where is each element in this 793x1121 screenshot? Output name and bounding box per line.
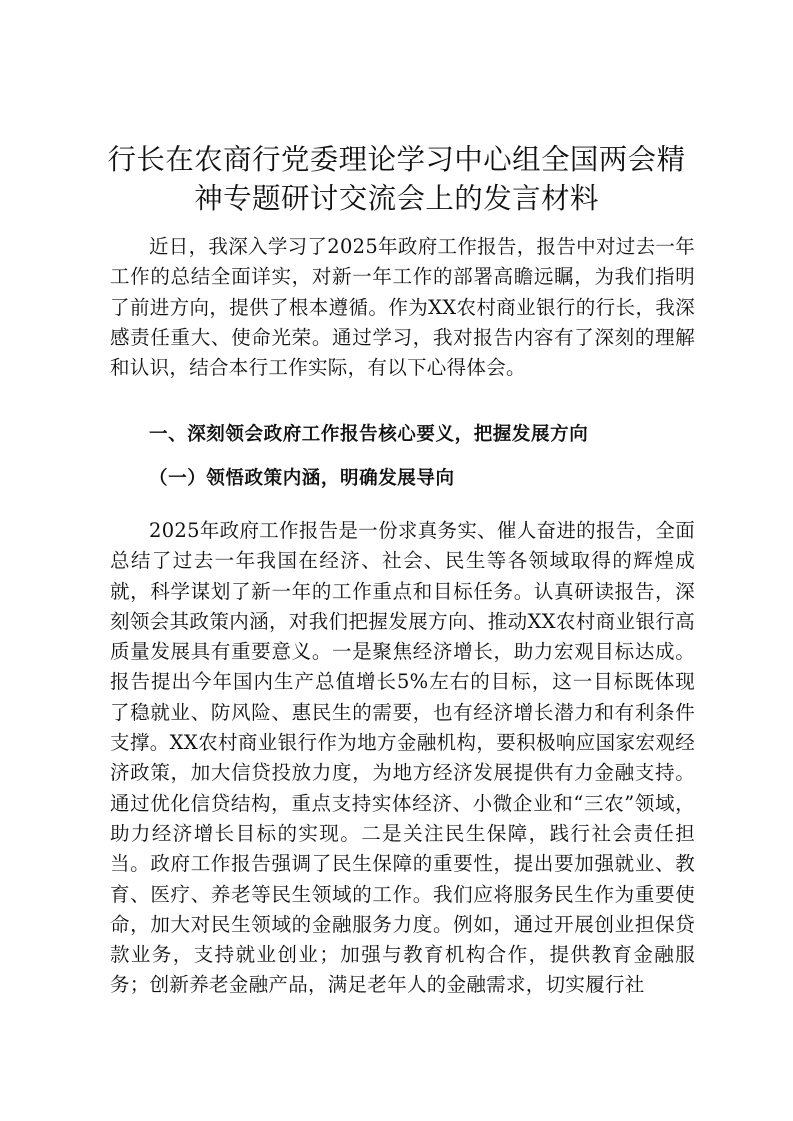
body-paragraph: 2025年政府工作报告是一份求真务实、催人奋进的报告，全面总结了过去一年我国在经济、社会、民生等各领域取得的辉煌成就，科学谋划了新一年的工作重点和目标任务。认真研读报告，深刻领会其政策内涵，对我们把握发展方向、推动XX农村商业银行高质量发展具有重要意义。一是聚焦经济增长，助力宏观目标达成。报告提出今年国内生产总值增长5%左右的目标，这一目标既体现了稳就业、防风险、惠民生的需要，也有经济增长潜力和有利条件支撑。XX农村商业银行作为地方金融机构，要积极响应国家宏观经济政策，加大信贷投放力度，为地方经济发展提供有力金融支持。通过优化信贷结构，重点支持实体经济、小微企业和“三农”领域，助力经济增长目标的实现。二是关注民生保障，践行社会责任担当。政府工作报告强调了民生保障的重要性，提出要加强就业、教育、医疗、养老等民生领域的工作。我们应将服务民生作为重要使命，加大对民生领域的金融服务力度。例如，通过开展创业担保贷款业务，支持就业创业；加强与教育机构合作，提供教育金融服务；创新养老金融产品，满足老年人的金融需求，切实履行社 — [110, 519, 695, 997]
title-line-1: 行长在农商行党委理论学习中心组全国两会精 — [107, 143, 686, 176]
document-title — [100, 140, 693, 218]
title-line-2: 神专题研讨交流会上的发言材料 — [194, 182, 599, 215]
section-heading: 一、深刻领会政府工作报告核心要义，把握发展方向 — [149, 424, 589, 445]
subsection-heading: （一）领悟政策内涵，明确发展导向 — [149, 468, 455, 489]
intro-paragraph: 近日，我深入学习了2025年政府工作报告，报告中对过去一年工作的总结全面详实，对新一年工作的部署高瞻远瞩，为我们指明了前进方向，提供了根本遵循。作为XX农村商业银行的行长，我深感责任重大、使命光荣。通过学习，我对报告内容有了深刻的理解和认识，结合本行工作实际，有以下心得体会。 — [110, 235, 695, 380]
